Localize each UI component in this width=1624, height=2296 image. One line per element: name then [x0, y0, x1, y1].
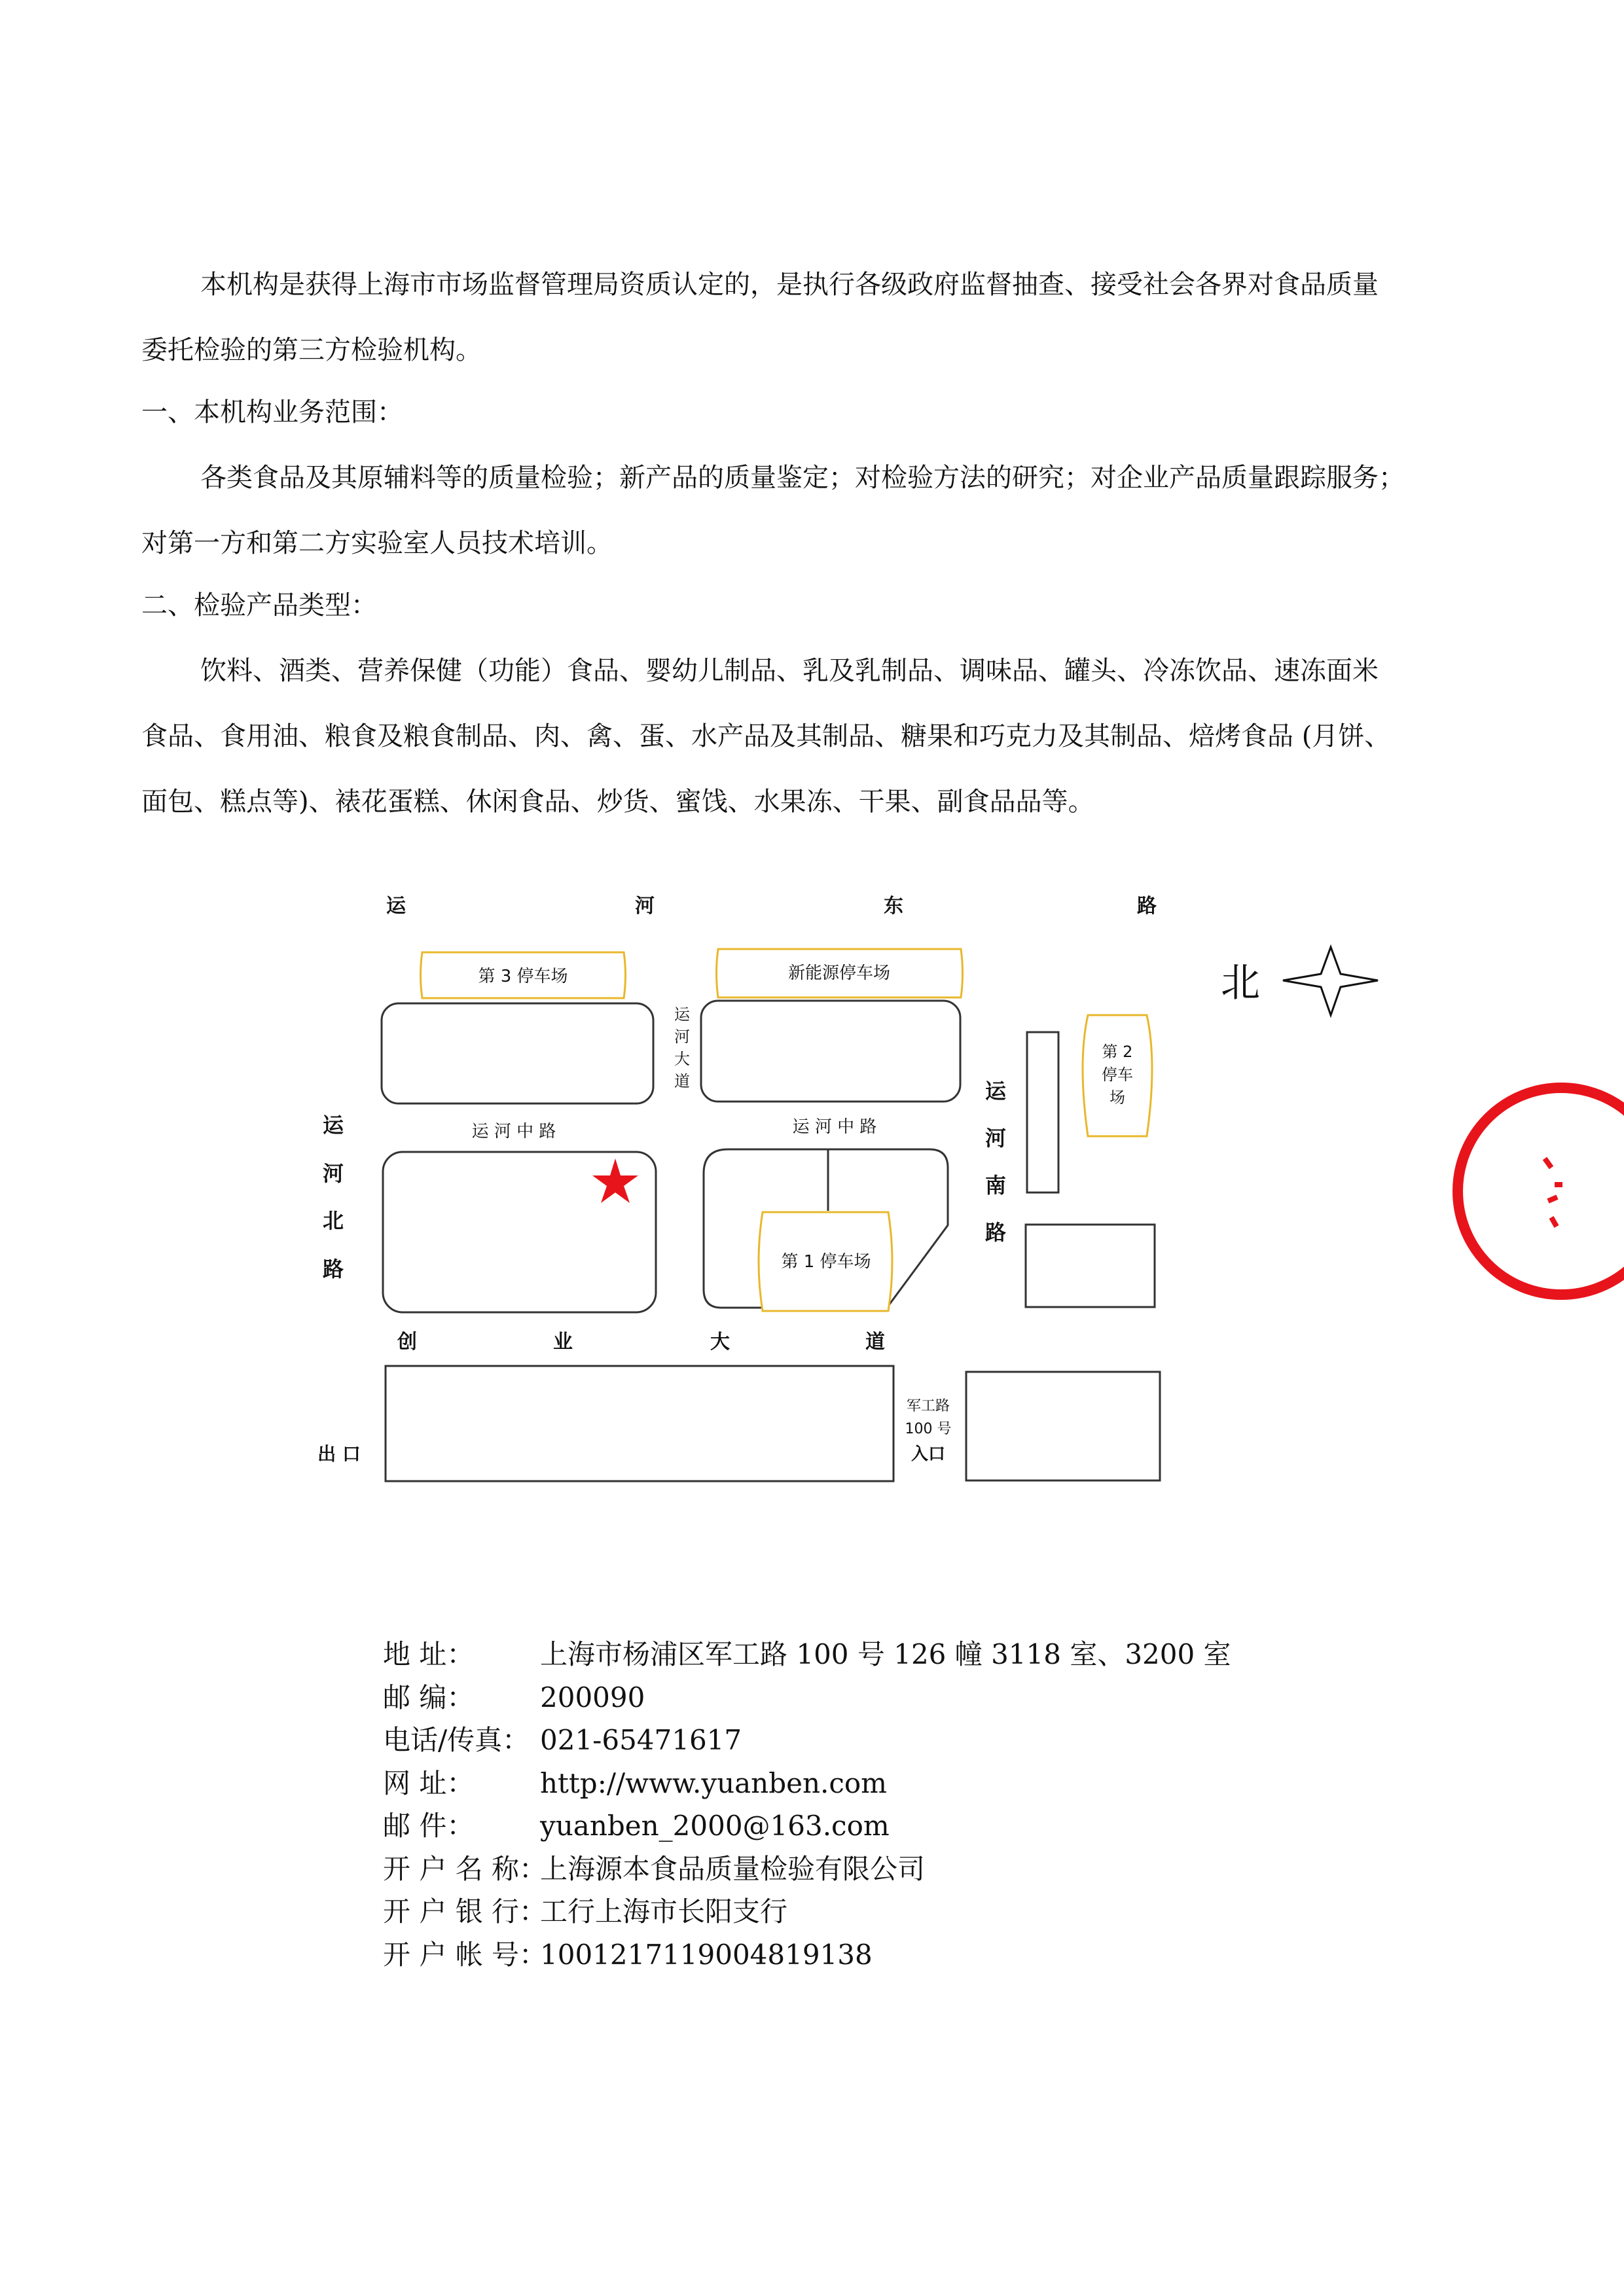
location-map: [0, 864, 1624, 1518]
avenue-char-4: 道: [674, 1072, 690, 1090]
bottom-road-char-1: 创: [397, 1331, 417, 1354]
contact-account-name-row: [383, 1848, 1231, 1891]
contact-website-row: [383, 1762, 1231, 1805]
mid-road-right-label: 运 河 中 路: [792, 1117, 877, 1137]
section1-heading: 一、本机构业务范围：: [141, 397, 403, 427]
contact-address-value: 上海市杨浦区军工路 100 号 126 幢 3118 室、3200 室: [540, 1638, 1231, 1670]
contact-account-name-value: 上海源本食品质量检验有限公司: [540, 1852, 926, 1885]
avenue-char-1: 运: [674, 1005, 690, 1024]
bottom-road-char-2: 业: [553, 1331, 573, 1354]
exit-label: 出 口: [317, 1443, 361, 1465]
intro-paragraph: [141, 252, 1489, 317]
contact-account-number-label: 开 户 帐 号：: [383, 1938, 547, 1971]
intro-paragraph-cont: [141, 317, 1489, 383]
entrance-line-1: 军工路: [906, 1398, 950, 1414]
parking-2-line-1: 第 2: [1102, 1043, 1133, 1061]
entrance-line-3: 入口: [911, 1444, 946, 1464]
contact-account-name-label: 开 户 名 称：: [383, 1852, 547, 1885]
location-star-icon: [592, 1158, 638, 1203]
contact-info: [383, 1633, 1231, 1976]
contact-phone-label: 电话/传真：: [383, 1724, 530, 1756]
avenue-char-2: 河: [674, 1028, 690, 1046]
contact-phone-value: 021-65471617: [540, 1724, 742, 1756]
block-bottom-left: [386, 1366, 893, 1481]
block-bottom-right: [966, 1372, 1160, 1480]
block-small-right: [1026, 1225, 1155, 1307]
contact-postcode-value: 200090: [540, 1681, 645, 1713]
mid-road-left-label: 运 河 中 路: [471, 1122, 556, 1141]
contact-account-number-row: [383, 1933, 1231, 1977]
top-road-char-4: 路: [1137, 895, 1157, 918]
contact-email-label: 邮 件：: [383, 1810, 475, 1842]
south-road-char-4: 路: [984, 1220, 1007, 1245]
contact-postcode-label: 邮 编：: [383, 1681, 475, 1713]
parking-1-label: 第 1 停车场: [781, 1252, 871, 1272]
contact-address-row: [383, 1633, 1231, 1676]
block-top-left: [382, 1003, 653, 1103]
north-road-char-1: 运: [322, 1113, 344, 1138]
entrance-line-2: 100 号: [905, 1421, 952, 1437]
contact-email-value[interactable]: yuanben_2000@163.com: [540, 1810, 890, 1842]
contact-bank-value: 工行上海市长阳支行: [540, 1895, 788, 1928]
parking-new-energy-label: 新能源停车场: [787, 963, 891, 983]
contact-email-row: [383, 1804, 1231, 1848]
north-road-char-4: 路: [322, 1257, 344, 1282]
block-top-right: [701, 1001, 960, 1102]
section2-line-3: 面包、糕点等)、裱花蛋糕、休闲食品、炒货、蜜饯、水果冻、干果、副食品品等。: [141, 787, 1094, 817]
section2-line-2: 食品、食用油、粮食及粮食制品、肉、禽、蛋、水产品及其制品、糖果和巧克力及其制品、焙烤食品 (月饼、: [141, 721, 1391, 751]
parking-2-line-3: 场: [1110, 1088, 1125, 1107]
section1-line-1: 各类食品及其原辅料等的质量检验；新产品的质量鉴定；对检验方法的研究；对企业产品质量跟踪服务；: [200, 463, 1405, 493]
contact-website-value[interactable]: http://www.yuanben.com: [540, 1767, 888, 1799]
intro-line-1: 本机构是获得上海市市场监督管理局资质认定的，是执行各级政府监督抽查、接受社会各界对食品质量: [200, 270, 1379, 300]
contact-bank-label: 开 户 银 行：: [383, 1895, 547, 1928]
section2-line-1: 饮料、酒类、营养保健（功能）食品、婴幼儿制品、乳及乳制品、调味品、罐头、冷冻饮品、速冻面米: [200, 656, 1379, 686]
top-road-char-2: 河: [635, 895, 655, 918]
avenue-char-3: 大: [674, 1050, 690, 1068]
contact-website-label: 网 址：: [383, 1767, 475, 1799]
contact-phone-row: [383, 1719, 1231, 1762]
section2-heading: 二、检验产品类型：: [141, 590, 377, 620]
bottom-road-char-4: 道: [865, 1331, 885, 1354]
block-narrow: [1027, 1032, 1058, 1193]
intro-line-2: 委托检验的第三方检验机构。: [141, 335, 482, 365]
contact-bank-row: [383, 1890, 1231, 1933]
contact-address-label: 地 址：: [383, 1638, 475, 1670]
parking-2-line-2: 停车: [1102, 1066, 1133, 1084]
north-label: 北: [1221, 960, 1260, 1006]
stamp-icon: [1458, 1088, 1624, 1295]
contact-postcode-row: [383, 1676, 1231, 1719]
parking-3-label: 第 3 停车场: [478, 967, 568, 986]
south-road-char-1: 运: [984, 1079, 1007, 1103]
north-road-char-3: 北: [322, 1208, 344, 1233]
bottom-road-char-3: 大: [710, 1331, 730, 1354]
north-road-char-2: 河: [322, 1161, 344, 1186]
top-road-char-3: 东: [884, 895, 903, 918]
section1-line-2: 对第一方和第二方实验室人员技术培训。: [141, 528, 613, 558]
contact-account-number-value: 1001217119004819138: [540, 1938, 873, 1971]
top-road-char-1: 运: [386, 895, 406, 918]
compass-icon: [1283, 947, 1378, 1015]
south-road-char-2: 河: [984, 1126, 1007, 1151]
south-road-char-3: 南: [984, 1173, 1007, 1198]
